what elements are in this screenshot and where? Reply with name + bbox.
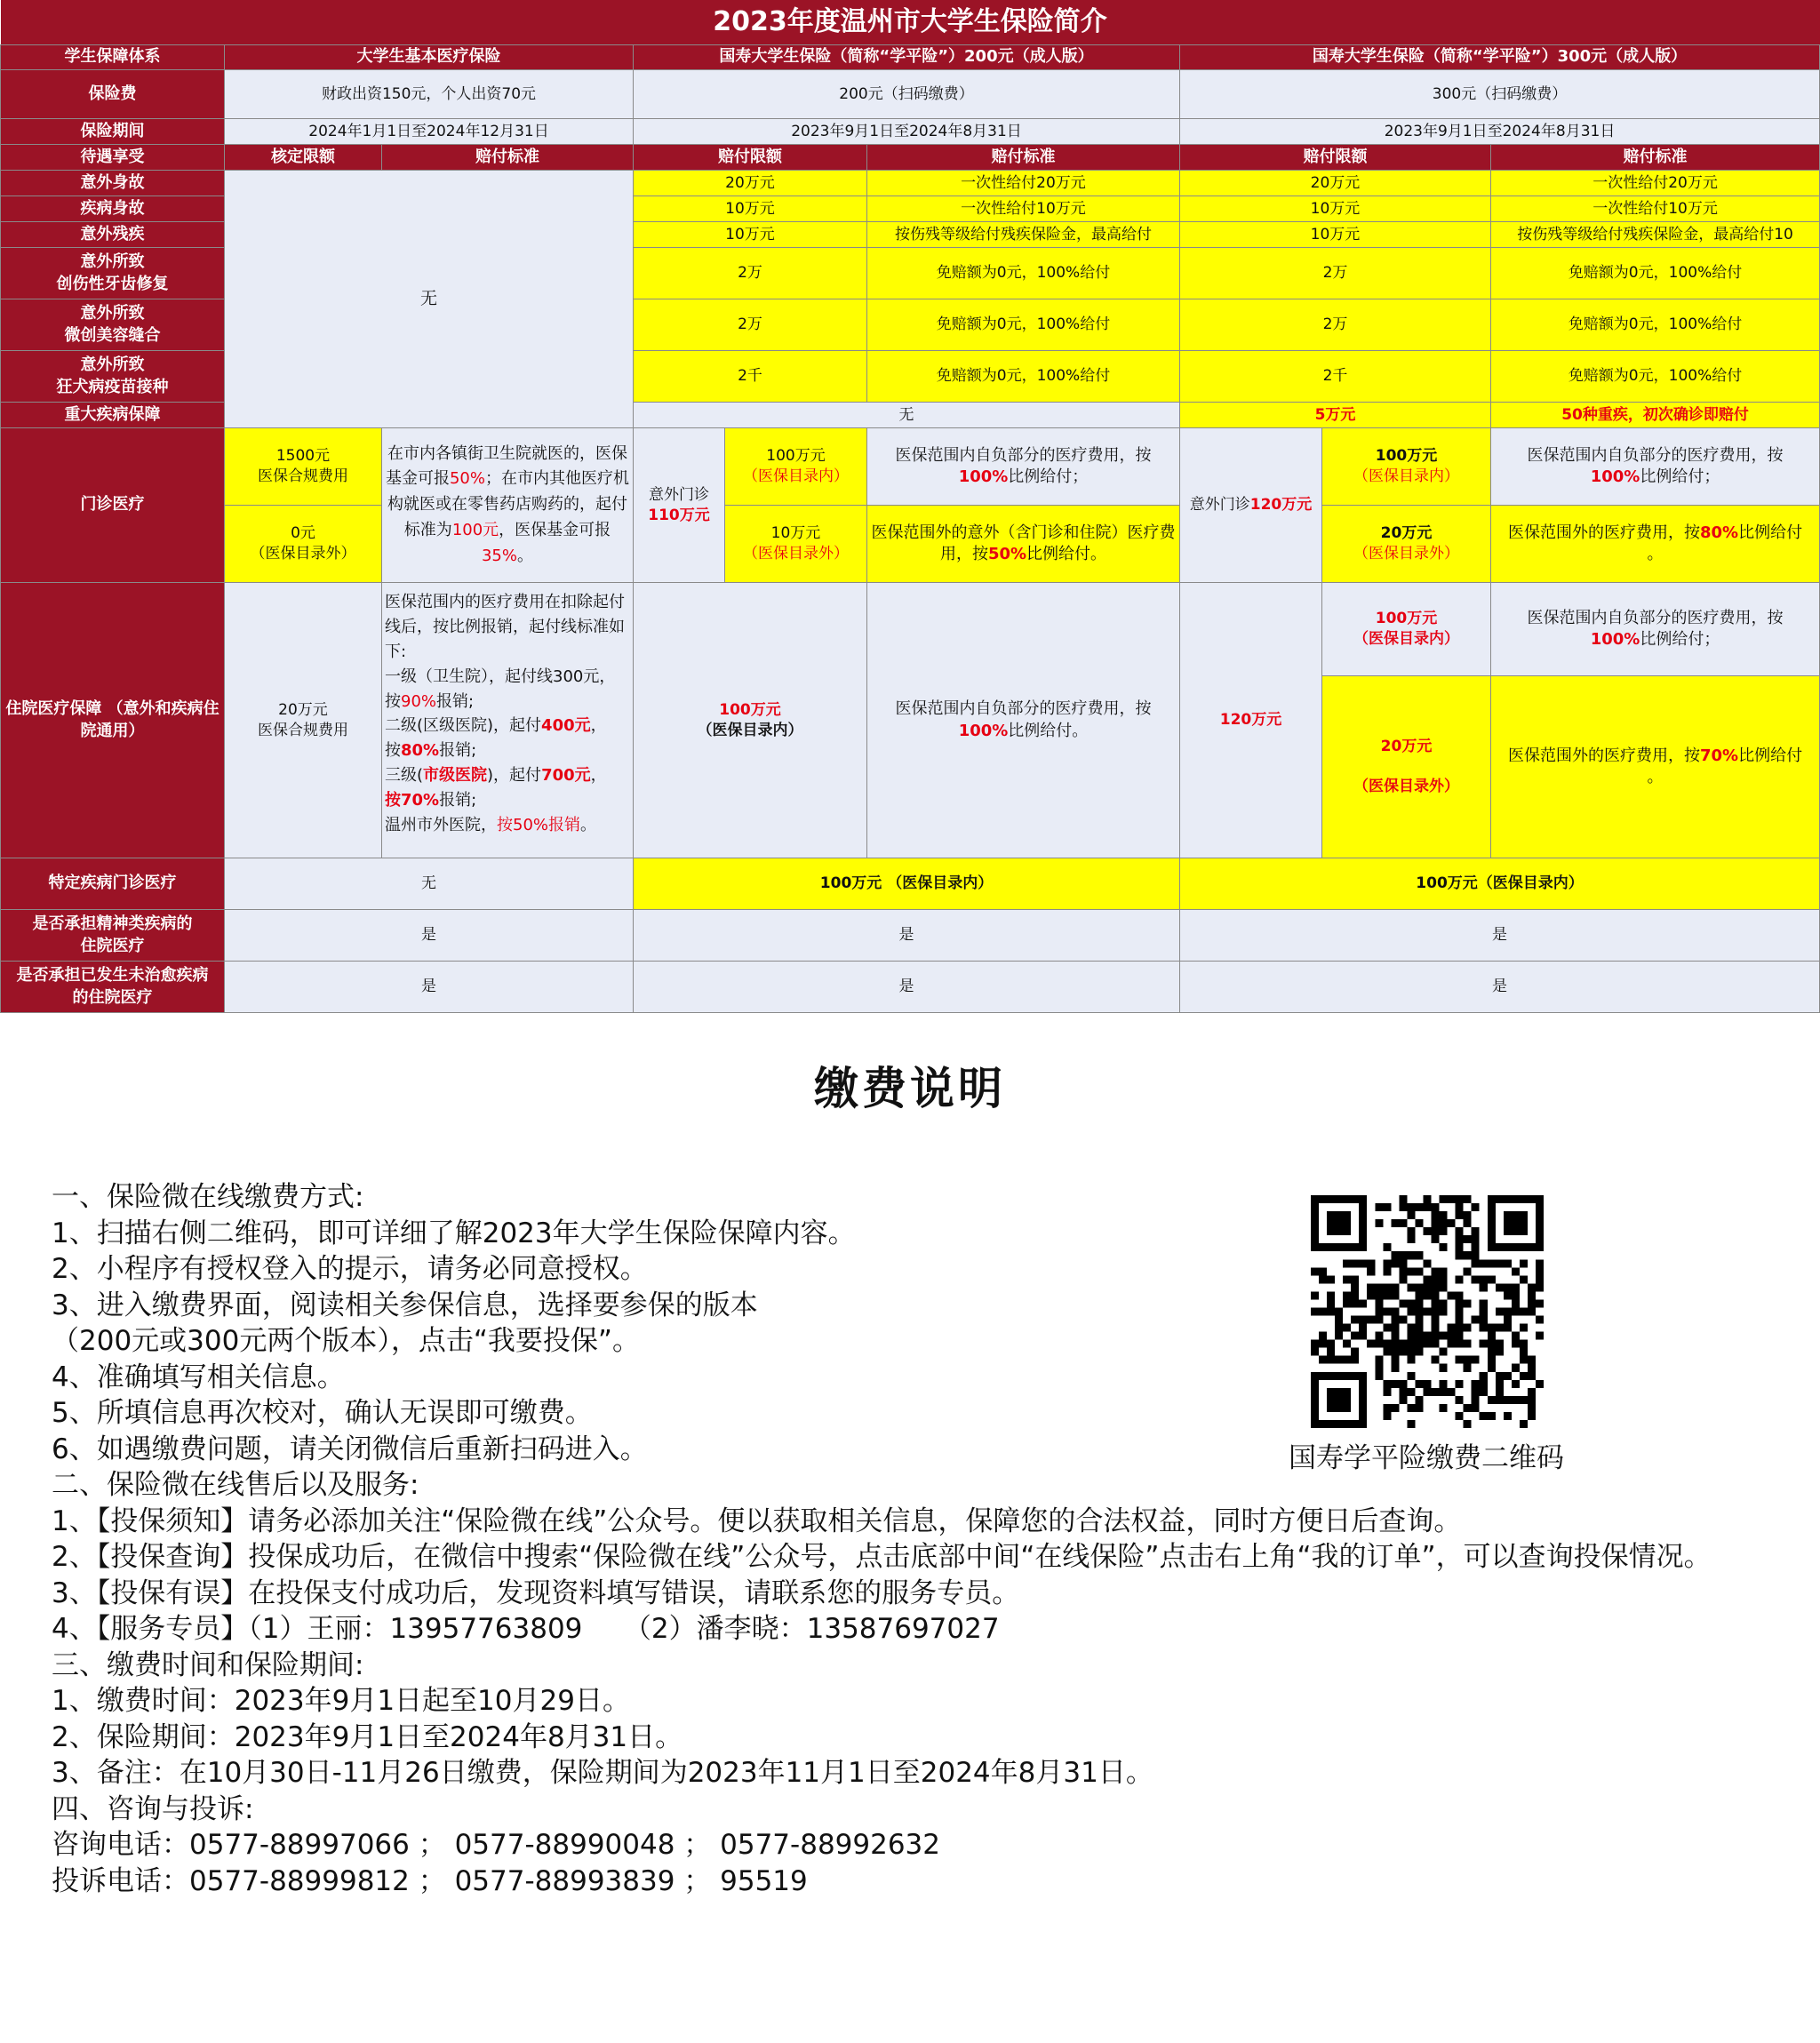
special-basic: 无	[225, 858, 634, 910]
subheader-limit-300: 赔付限额	[1180, 145, 1491, 171]
critical-limit-300: 5万元	[1180, 403, 1491, 428]
tooth-limit-300: 2万	[1180, 248, 1491, 299]
subheader-limit-basic: 核定限额	[225, 145, 382, 171]
row-label-mental: 是否承担精神类疾病的 住院医疗	[1, 910, 225, 962]
period-300: 2023年9月1日至2024年8月31日	[1180, 119, 1820, 145]
payment-line: 3、进入缴费界面，阅读相关参保信息，选择要参保的版本	[52, 1289, 758, 1321]
row-label-preexisting: 是否承担已发生未治愈疾病 的住院医疗	[1, 962, 225, 1013]
row-label-critical: 重大疾病保障	[1, 403, 225, 428]
inpatient-300-out	[1322, 676, 1491, 858]
row-label-rabies	[1, 351, 225, 403]
outpatient-basic-std: 在市内各镇街卫生院就医的，医保基金可报50%；在市内其他医疗机构就医或在零售药店购药的，起付标准为100元，医保基金可报35%。	[382, 428, 634, 583]
row-label-benefits: 待遇享受	[1, 145, 225, 171]
header-plan-300: 国寿大学生保险（简称“学平险”）300元（成人版）	[1180, 45, 1820, 70]
payment-line: 4、【服务专员】（1）王丽：13957763809 （2）潘李晓：13587697027	[52, 1613, 1000, 1645]
payment-line: 3、【投保有误】在投保支付成功后，发现资料填写错误，请联系您的服务专员。	[52, 1576, 1020, 1609]
payment-line: 四、咨询与投诉:	[52, 1792, 254, 1825]
tooth-limit-200: 2万	[634, 248, 867, 299]
row-label-outpatient: 门诊医疗	[1, 428, 225, 583]
outpatient-300-in	[1322, 428, 1491, 506]
period-basic: 2024年1月1日至2024年12月31日	[225, 119, 634, 145]
outpatient-200-out-amount: 10万元	[770, 524, 821, 543]
outpatient-300-out-note: （医保目录外）	[1353, 545, 1459, 563]
disability-std-200: 按伤残等级给付残疾保险金，最高给付	[867, 222, 1180, 248]
subheader-limit-200: 赔付限额	[634, 145, 867, 171]
subheader-std-300: 赔付标准	[1491, 145, 1820, 171]
outpatient-200-in	[725, 428, 867, 506]
outpatient-300-out-amount: 20万元	[1380, 524, 1433, 543]
row-label-tooth	[1, 248, 225, 299]
inpatient-basic-amount: 20万元	[278, 700, 328, 719]
outpatient-basic-in	[225, 428, 382, 506]
header-system: 学生保障体系	[1, 45, 225, 70]
rabies-label-2: 狂犬病疫苗接种	[56, 377, 169, 396]
inpatient-300-total: 120万元	[1180, 583, 1322, 858]
inpatient-basic	[225, 583, 382, 858]
row-label-inpatient: 住院医疗保障 （意外和疾病住院通用）	[1, 583, 225, 858]
inpatient-200-amount: 100万元	[719, 700, 781, 719]
rabies-label-1: 意外所致	[80, 355, 145, 375]
disease-death-std-300: 一次性给付10万元	[1491, 196, 1820, 222]
payment-line: 3、备注：在10月30日-11月26日缴费，保险期间为2023年11月1日至2024年8月31日。	[52, 1757, 1153, 1789]
inpatient-300-out-std: 医保范围外的医疗费用，按70%比例给付 。	[1491, 676, 1820, 858]
outpatient-300-out-std: 医保范围外的医疗费用，按80%比例给付 。	[1491, 506, 1820, 583]
payment-title: 缴费说明	[814, 1063, 1006, 1114]
inpatient-200	[634, 583, 867, 858]
suture-label-2: 微创美容缝合	[64, 325, 161, 345]
mental-200: 是	[634, 910, 1180, 962]
outpatient-200-in-note: （医保目录内）	[743, 467, 849, 485]
rabies-limit-200: 2千	[634, 351, 867, 403]
payment-line: 一、保险微在线缴费方式:	[52, 1181, 364, 1213]
outpatient-basic-out	[225, 506, 382, 583]
payment-line: 投诉电话：0577-88999812 ； 0577-88993839 ； 95519	[52, 1864, 808, 1897]
inpatient-300-in	[1322, 583, 1491, 676]
period-200: 2023年9月1日至2024年8月31日	[634, 119, 1180, 145]
suture-std-300: 免赔额为0元，100%给付	[1491, 299, 1820, 351]
row-label-disease-death: 疾病身故	[1, 196, 225, 222]
header-plan-200: 国寿大学生保险（简称“学平险”）200元（成人版）	[634, 45, 1180, 70]
outpatient-200-out-std: 医保范围外的意外（含门诊和住院）医疗费用，按50%比例给付。	[867, 506, 1180, 583]
qr-caption: 国寿学平险缴费二维码	[1289, 1442, 1564, 1474]
subheader-std-200: 赔付标准	[867, 145, 1180, 171]
outpatient-300-out	[1322, 506, 1491, 583]
payment-line: 1、缴费时间：2023年9月1日起至10月29日。	[52, 1685, 630, 1717]
row-label-accident-death: 意外身故	[1, 171, 225, 196]
outpatient-200-label-text: 意外门诊	[649, 485, 709, 504]
payment-line: （200元或300元两个版本），点击“我要投保”。	[52, 1325, 640, 1357]
payment-line: 咨询电话：0577-88997066 ； 0577-88990048 ； 0577-88992632	[52, 1829, 941, 1861]
payment-line: 二、保险微在线售后以及服务:	[52, 1469, 419, 1501]
inpatient-300-in-std: 医保范围内自负部分的医疗费用，按 100%比例给付；	[1491, 583, 1820, 676]
mental-300: 是	[1180, 910, 1820, 962]
mental-basic: 是	[225, 910, 634, 962]
accident-death-std-300: 一次性给付20万元	[1491, 171, 1820, 196]
payment-line: 2、小程序有授权登入的提示，请务必同意授权。	[52, 1253, 648, 1285]
accident-death-std-200: 一次性给付20万元	[867, 171, 1180, 196]
disability-std-300: 按伤残等级给付残疾保险金，最高给付10	[1491, 222, 1820, 248]
inpatient-300-out-amount: 20万元	[1380, 737, 1433, 755]
inpatient-300-in-amount: 100万元	[1375, 610, 1438, 628]
table-title: 2023年度温州市大学生保险简介	[1, 0, 1820, 45]
payment-line: 5、所填信息再次校对，确认无误即可缴费。	[52, 1397, 593, 1429]
insurance-table-sheet	[0, 0, 1820, 1019]
tooth-label-1: 意外所致	[80, 252, 145, 272]
disability-limit-300: 10万元	[1180, 222, 1491, 248]
disease-death-std-200: 一次性给付10万元	[867, 196, 1180, 222]
basic-none: 无	[225, 171, 634, 428]
special-300: 100万元（医保目录内）	[1180, 858, 1820, 910]
preexisting-200: 是	[634, 962, 1180, 1013]
premium-basic: 财政出资150元，个人出资70元	[225, 70, 634, 119]
payment-line: 1、【投保须知】请务必添加关注“保险微在线”公众号。便以获取相关信息，保障您的合法权益，同时方便日后查询。	[52, 1504, 1462, 1537]
payment-line: 6、如遇缴费问题，请关闭微信后重新扫码进入。	[52, 1432, 648, 1465]
accident-death-limit-200: 20万元	[634, 171, 867, 196]
disease-death-limit-300: 10万元	[1180, 196, 1491, 222]
rabies-std-200: 免赔额为0元，100%给付	[867, 351, 1180, 403]
row-label-disability: 意外残疾	[1, 222, 225, 248]
payment-line: 1、扫描右侧二维码，即可详细了解2023年大学生保险保障内容。	[52, 1217, 856, 1249]
outpatient-300-label	[1180, 428, 1322, 583]
premium-200: 200元（扫码缴费）	[634, 70, 1180, 119]
premium-300: 300元（扫码缴费）	[1180, 70, 1820, 119]
outpatient-200-total: 110万元	[648, 506, 710, 524]
insurance-comparison-table	[0, 0, 1820, 1013]
outpatient-300-total: 120万元	[1249, 496, 1313, 515]
row-label-period: 保险期间	[1, 119, 225, 145]
special-200: 100万元 （医保目录内）	[634, 858, 1180, 910]
outpatient-300-in-amount: 100万元	[1375, 447, 1438, 466]
inpatient-300-out-note: （医保目录外）	[1353, 778, 1459, 796]
row-label-premium: 保险费	[1, 70, 225, 119]
preexisting-basic: 是	[225, 962, 634, 1013]
outpatient-200-out	[725, 506, 867, 583]
tooth-std-300: 免赔额为0元，100%给付	[1491, 248, 1820, 299]
row-label-suture	[1, 299, 225, 351]
payment-qr-code-icon[interactable]	[1311, 1195, 1544, 1428]
outpatient-300-label-text: 意外门诊	[1189, 496, 1250, 515]
payment-line: 三、缴费时间和保险期间:	[52, 1648, 364, 1681]
outpatient-basic-in-amount: 1500元	[275, 447, 331, 466]
outpatient-200-label	[634, 428, 725, 583]
inpatient-basic-note: 医保合规费用	[258, 721, 348, 739]
disease-death-limit-200: 10万元	[634, 196, 867, 222]
outpatient-basic-in-note: 医保合规费用	[258, 467, 348, 485]
critical-200: 无	[634, 403, 1180, 428]
suture-limit-300: 2万	[1180, 299, 1491, 351]
payment-line: 2、保险期间：2023年9月1日至2024年8月31日。	[52, 1720, 683, 1753]
suture-label-1: 意外所致	[80, 304, 145, 323]
inpatient-200-note: （医保目录内）	[697, 721, 803, 739]
outpatient-200-in-amount: 100万元	[766, 447, 826, 466]
inpatient-200-std: 医保范围内自负部分的医疗费用，按 100%比例给付。	[867, 583, 1180, 858]
suture-limit-200: 2万	[634, 299, 867, 351]
row-label-special: 特定疾病门诊医疗	[1, 858, 225, 910]
subheader-std-basic: 赔付标准	[382, 145, 634, 171]
rabies-limit-300: 2千	[1180, 351, 1491, 403]
outpatient-200-in-std: 医保范围内自负部分的医疗费用，按 100%比例给付；	[867, 428, 1180, 506]
rabies-std-300: 免赔额为0元，100%给付	[1491, 351, 1820, 403]
accident-death-limit-300: 20万元	[1180, 171, 1491, 196]
inpatient-basic-std: 医保范围内的医疗费用在扣除起付线后，按比例报销，起付线标准如下: 一级（卫生院），起付线300元， 按90%报销; 二级(区级医院)，起付400元， 按80%报销; 三级(市级医院)，起付700元， 按70%报销; 温州市外医院，按50%报销。	[382, 583, 634, 858]
tooth-label-2: 创伤性牙齿修复	[56, 274, 169, 293]
suture-std-200: 免赔额为0元，100%给付	[867, 299, 1180, 351]
outpatient-basic-out-note: （医保目录外）	[250, 545, 356, 563]
disability-limit-200: 10万元	[634, 222, 867, 248]
payment-line: 2、【投保查询】投保成功后，在微信中搜索“保险微在线”公众号，点击底部中间“在线保险”点击右上角“我的订单”，可以查询投保情况。	[52, 1541, 1712, 1573]
payment-notes-section	[0, 1019, 1820, 2043]
outpatient-200-out-note: （医保目录外）	[743, 545, 849, 563]
critical-std-300: 50种重疾，初次确诊即赔付	[1491, 403, 1820, 428]
inpatient-300-in-note: （医保目录内）	[1353, 630, 1459, 648]
preexisting-300: 是	[1180, 962, 1820, 1013]
outpatient-300-in-std: 医保范围内自负部分的医疗费用，按 100%比例给付；	[1491, 428, 1820, 506]
outpatient-300-in-note: （医保目录内）	[1353, 467, 1459, 485]
payment-line: 4、准确填写相关信息。	[52, 1361, 345, 1393]
header-basic: 大学生基本医疗保险	[225, 45, 634, 70]
outpatient-basic-out-amount: 0元	[291, 524, 315, 543]
tooth-std-200: 免赔额为0元，100%给付	[867, 248, 1180, 299]
